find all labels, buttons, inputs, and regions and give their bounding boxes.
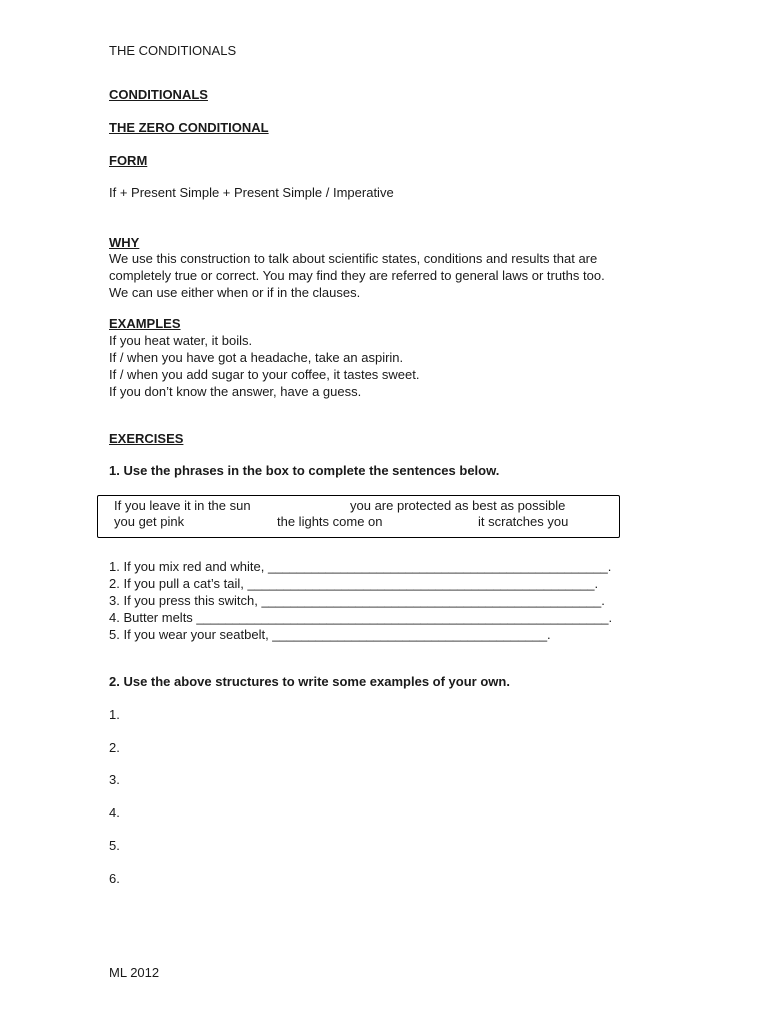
example-line: If / when you add sugar to your coffee, it tastes sweet.: [109, 367, 420, 382]
section-heading: CONDITIONALS: [109, 87, 208, 102]
exercise-item: 2. If you pull a cat’s tail, ________________________________________________.: [109, 576, 599, 591]
document-title: THE CONDITIONALS: [109, 43, 237, 58]
own-example-number: 1.: [109, 707, 120, 722]
phrase-box: [97, 495, 620, 538]
why-line: completely true or correct. You may find they are referred to general laws or truths too.: [109, 268, 605, 283]
own-example-number: 2.: [109, 740, 120, 755]
exercises-heading: EXERCISES: [109, 431, 184, 446]
exercise-item: 4. Butter melts _________________________________________________________.: [109, 610, 613, 625]
phrase-item: you are protected as best as possible: [350, 498, 566, 513]
own-example-number: 4.: [109, 805, 120, 820]
footer-text: ML 2012: [109, 965, 160, 980]
own-example-number: 3.: [109, 772, 120, 787]
why-paragraph: [109, 250, 605, 301]
examples-list: [109, 332, 420, 400]
exercise1-items: [109, 558, 612, 643]
own-example-number: 6.: [109, 871, 120, 886]
examples-heading: EXAMPLES: [109, 316, 181, 331]
phrase-item: If you leave it in the sun: [114, 498, 251, 513]
own-example-number: 5.: [109, 838, 120, 853]
example-line: If you don’t know the answer, have a guess.: [109, 384, 362, 399]
subsection-heading: THE ZERO CONDITIONAL: [109, 120, 269, 135]
form-text: If + Present Simple + Present Simple / Imperative: [109, 185, 394, 200]
form-heading: FORM: [109, 153, 148, 168]
phrase-item: you get pink: [114, 514, 185, 529]
example-line: If you heat water, it boils.: [109, 333, 253, 348]
exercise-item: 3. If you press this switch, _______________________________________________.: [109, 593, 605, 608]
exercise-item: 1. If you mix red and white, _______________________________________________.: [109, 559, 612, 574]
why-line: We can use either when or if in the clauses.: [109, 285, 361, 300]
why-line: We use this construction to talk about scientific states, conditions and results that are: [109, 251, 598, 266]
why-heading: WHY: [109, 235, 140, 250]
exercise1-instruction: 1. Use the phrases in the box to complete the sentences below.: [109, 463, 500, 478]
phrase-item: it scratches you: [478, 514, 569, 529]
exercise-item: 5. If you wear your seatbelt, ______________________________________.: [109, 627, 551, 642]
exercise2-instruction: 2. Use the above structures to write some examples of your own.: [109, 674, 510, 689]
example-line: If / when you have got a headache, take an aspirin.: [109, 350, 404, 365]
phrase-item: the lights come on: [277, 514, 383, 529]
